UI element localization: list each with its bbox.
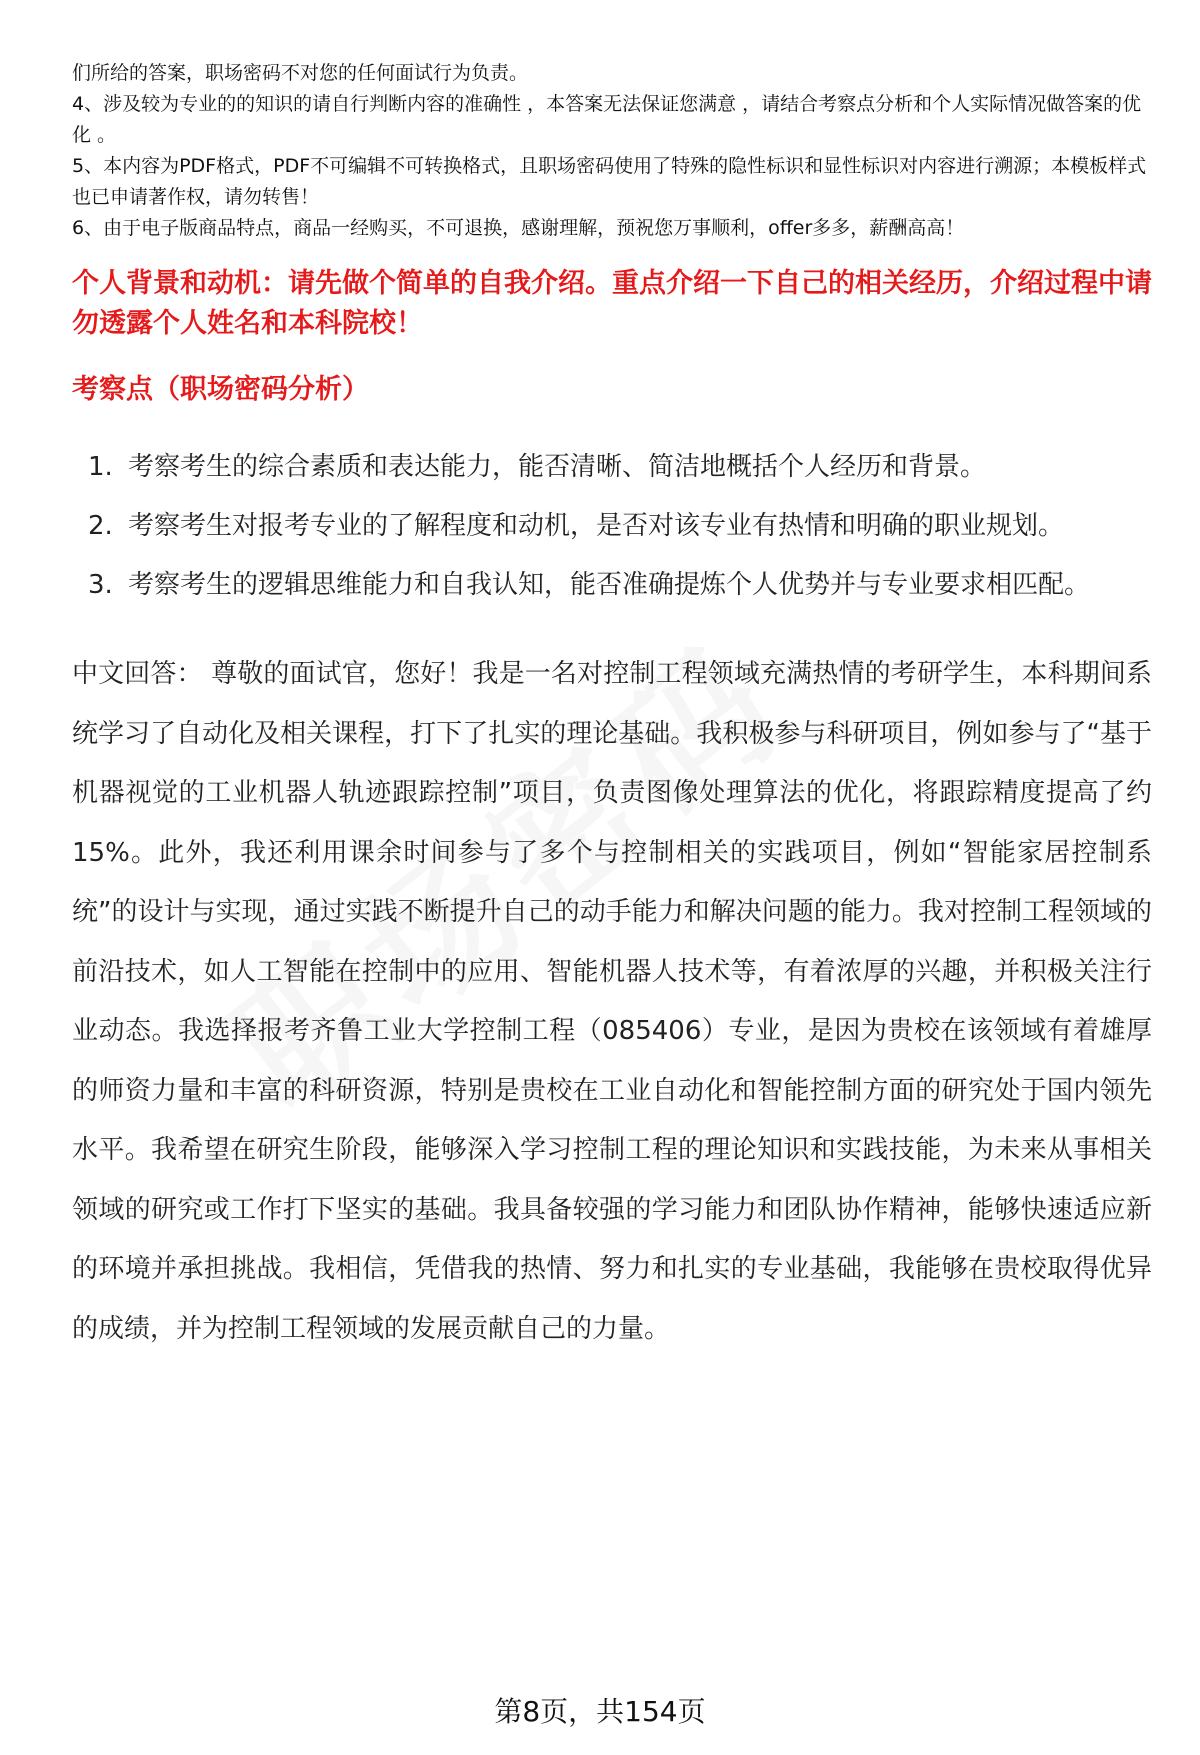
document-page	[72, 58, 1152, 1385]
notice-line: 6、由于电子版商品特点，商品一经购买，不可退换，感谢理解，预祝您万事顺利，offer多多，薪酬高高！	[72, 217, 965, 239]
list-number: 3.	[88, 570, 113, 600]
points-heading: 考察点（职场密码分析）	[72, 374, 369, 405]
list-text: 考察考生的逻辑思维能力和自我认知，能否准确提炼个人优势并与专业要求相匹配。	[128, 570, 1091, 600]
notice-line: 们所给的答案，职场密码不对您的任何面试行为负责。	[72, 62, 529, 84]
list-item	[72, 556, 1152, 615]
answer-paragraph: 中文回答： 尊敬的面试官，您好！我是一名对控制工程领域充满热情的考研学生，本科期间系统学习了自动化及相关课程，打下了扎实的理论基础。我积极参与科研项目，例如参与了“基于机器视觉的工业机器人轨迹跟踪控制”项目，负责图像处理算法的优化，将跟踪精度提高了约15%。此外，我还利用课余时间参与了多个与控制相关的实践项目，例如“智能家居控制系统”的设计与实现，通过实践不断提升自己的动手能力和解决问题的能力。我对控制工程领域的前沿技术，如人工智能在控制中的应用、智能机器人技术等，有着浓厚的兴趣，并积极关注行业动态。我选择报考齐鲁工业大学控制工程（085406）专业，是因为贵校在该领域有着雄厚的师资力量和丰富的科研资源，特别是贵校在工业自动化和智能控制方面的研究处于国内领先水平。我希望在研究生阶段，能够深入学习控制工程的理论知识和实践技能，为未来从事相关领域的研究或工作打下坚实的基础。我具备较强的学习能力和团队协作精神，能够快速适应新的环境并承担挑战。我相信，凭借我的热情、努力和扎实的专业基础，我能够在贵校取得优异的成绩，并为控制工程领域的发展贡献自己的力量。	[72, 659, 1152, 1344]
list-item	[72, 438, 1152, 497]
notice-line: 5、本内容为PDF格式，PDF不可编辑不可转换格式，且职场密码使用了特殊的隐性标识和显性标识对内容进行溯源；本模板样式也已申请著作权，请勿转售！	[72, 155, 1147, 208]
list-item	[72, 497, 1152, 556]
list-number: 1.	[88, 452, 113, 482]
list-number: 2.	[88, 511, 113, 541]
list-text: 考察考生的综合素质和表达能力，能否清晰、简洁地概括个人经历和背景。	[128, 452, 987, 482]
question-heading: 个人背景和动机：请先做个简单的自我介绍。重点介绍一下自己的相关经历，介绍过程中请勿透露个人姓名和本科院校！	[72, 268, 1152, 339]
points-list	[72, 438, 1152, 615]
notice-line: 4、涉及较为专业的的知识的请自行判断内容的准确性 ，本答案无法保证您满意 ，请结合考察点分析和个人实际情况做答案的优化 。	[72, 93, 1142, 146]
notice-block	[72, 58, 1152, 244]
page-number: 第8页，共154页	[494, 1695, 706, 1728]
list-text: 考察考生对报考专业的了解程度和动机，是否对该专业有热情和明确的职业规划。	[128, 511, 1065, 541]
